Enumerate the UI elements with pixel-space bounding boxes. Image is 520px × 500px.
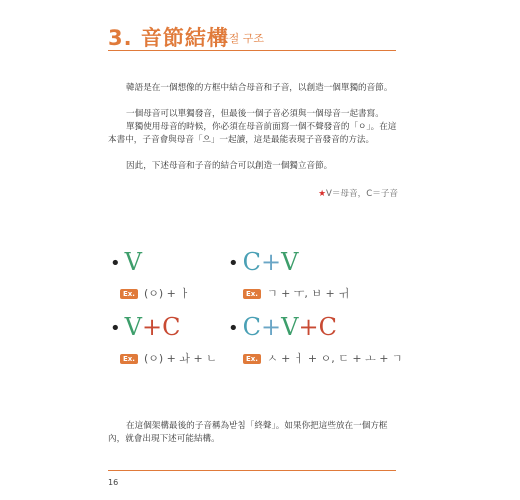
legend-note-text: V＝母音，C＝子音 xyxy=(325,189,398,199)
formula-v xyxy=(110,250,142,276)
example-text: (ㅇ) + ㅏ xyxy=(143,287,191,300)
formula-cvc xyxy=(228,315,337,341)
consonant-symbol: C xyxy=(242,313,261,341)
formula-cv xyxy=(228,250,298,276)
vowel-symbol: V xyxy=(124,248,142,276)
paragraph-2: 一個母音可以單獨發音，但最後一個子音必須與一個母音一起書寫。 xyxy=(126,109,384,119)
page-number: 16 xyxy=(108,478,119,487)
header-divider xyxy=(108,50,396,51)
footer-divider xyxy=(108,470,396,471)
example-1 xyxy=(120,285,190,301)
paragraph-1: 韓語是在一個想像的方框中結合母音和子音，以創造一個單獨的音節。 xyxy=(126,83,393,93)
plus-symbol: + xyxy=(261,313,282,341)
page-subtitle: 음절 구조 xyxy=(218,32,265,45)
paragraph-3: 單獨使用母音的時候，你必須在母音前面寫一個不聲發音的「ㅇ」。在這本書中，子音會與母音「으」一起讀，這是最能表現子音發音的方法。 xyxy=(108,122,397,145)
consonant-symbol: C xyxy=(242,248,261,276)
example-badge: Ex. xyxy=(243,354,261,364)
example-3 xyxy=(120,350,217,366)
paragraph-4: 因此，下述母音和子音的結合可以創造一個獨立音節。 xyxy=(126,161,333,171)
bullet: • xyxy=(110,317,121,339)
example-badge: Ex. xyxy=(120,354,138,364)
consonant-symbol: C xyxy=(162,313,181,341)
plus-symbol: + xyxy=(298,313,319,341)
consonant-symbol: C xyxy=(318,313,337,341)
closing-paragraph: 在這個架構最後的子音稱為받침「終聲」。如果你把這些放在一個方框內，就會出現下述可能結構。 xyxy=(108,421,388,444)
page-title: 3. 音節結構 xyxy=(108,26,229,50)
example-2 xyxy=(243,285,349,301)
example-text: (ㅇ) + ㅘ + ㄴ xyxy=(143,352,217,365)
example-badge: Ex. xyxy=(243,289,261,299)
example-badge: Ex. xyxy=(120,289,138,299)
vowel-symbol: V xyxy=(124,313,142,341)
page-header xyxy=(108,22,398,50)
star-icon: ★ xyxy=(318,189,326,199)
example-4 xyxy=(243,350,403,366)
legend-note xyxy=(318,187,398,199)
bullet: • xyxy=(110,252,121,274)
vowel-symbol: V xyxy=(281,248,299,276)
bullet: • xyxy=(228,317,239,339)
example-text: ㅅ + ㅓ + ㅇ, ㄷ + ㅗ + ㄱ xyxy=(266,352,403,365)
plus-symbol: + xyxy=(141,313,163,341)
vowel-symbol: V xyxy=(281,313,299,341)
bullet: • xyxy=(228,252,239,274)
example-text: ㄱ + ㅜ, ㅂ + ㅟ xyxy=(266,287,349,300)
formula-vc xyxy=(110,315,180,341)
plus-symbol: + xyxy=(261,248,282,276)
